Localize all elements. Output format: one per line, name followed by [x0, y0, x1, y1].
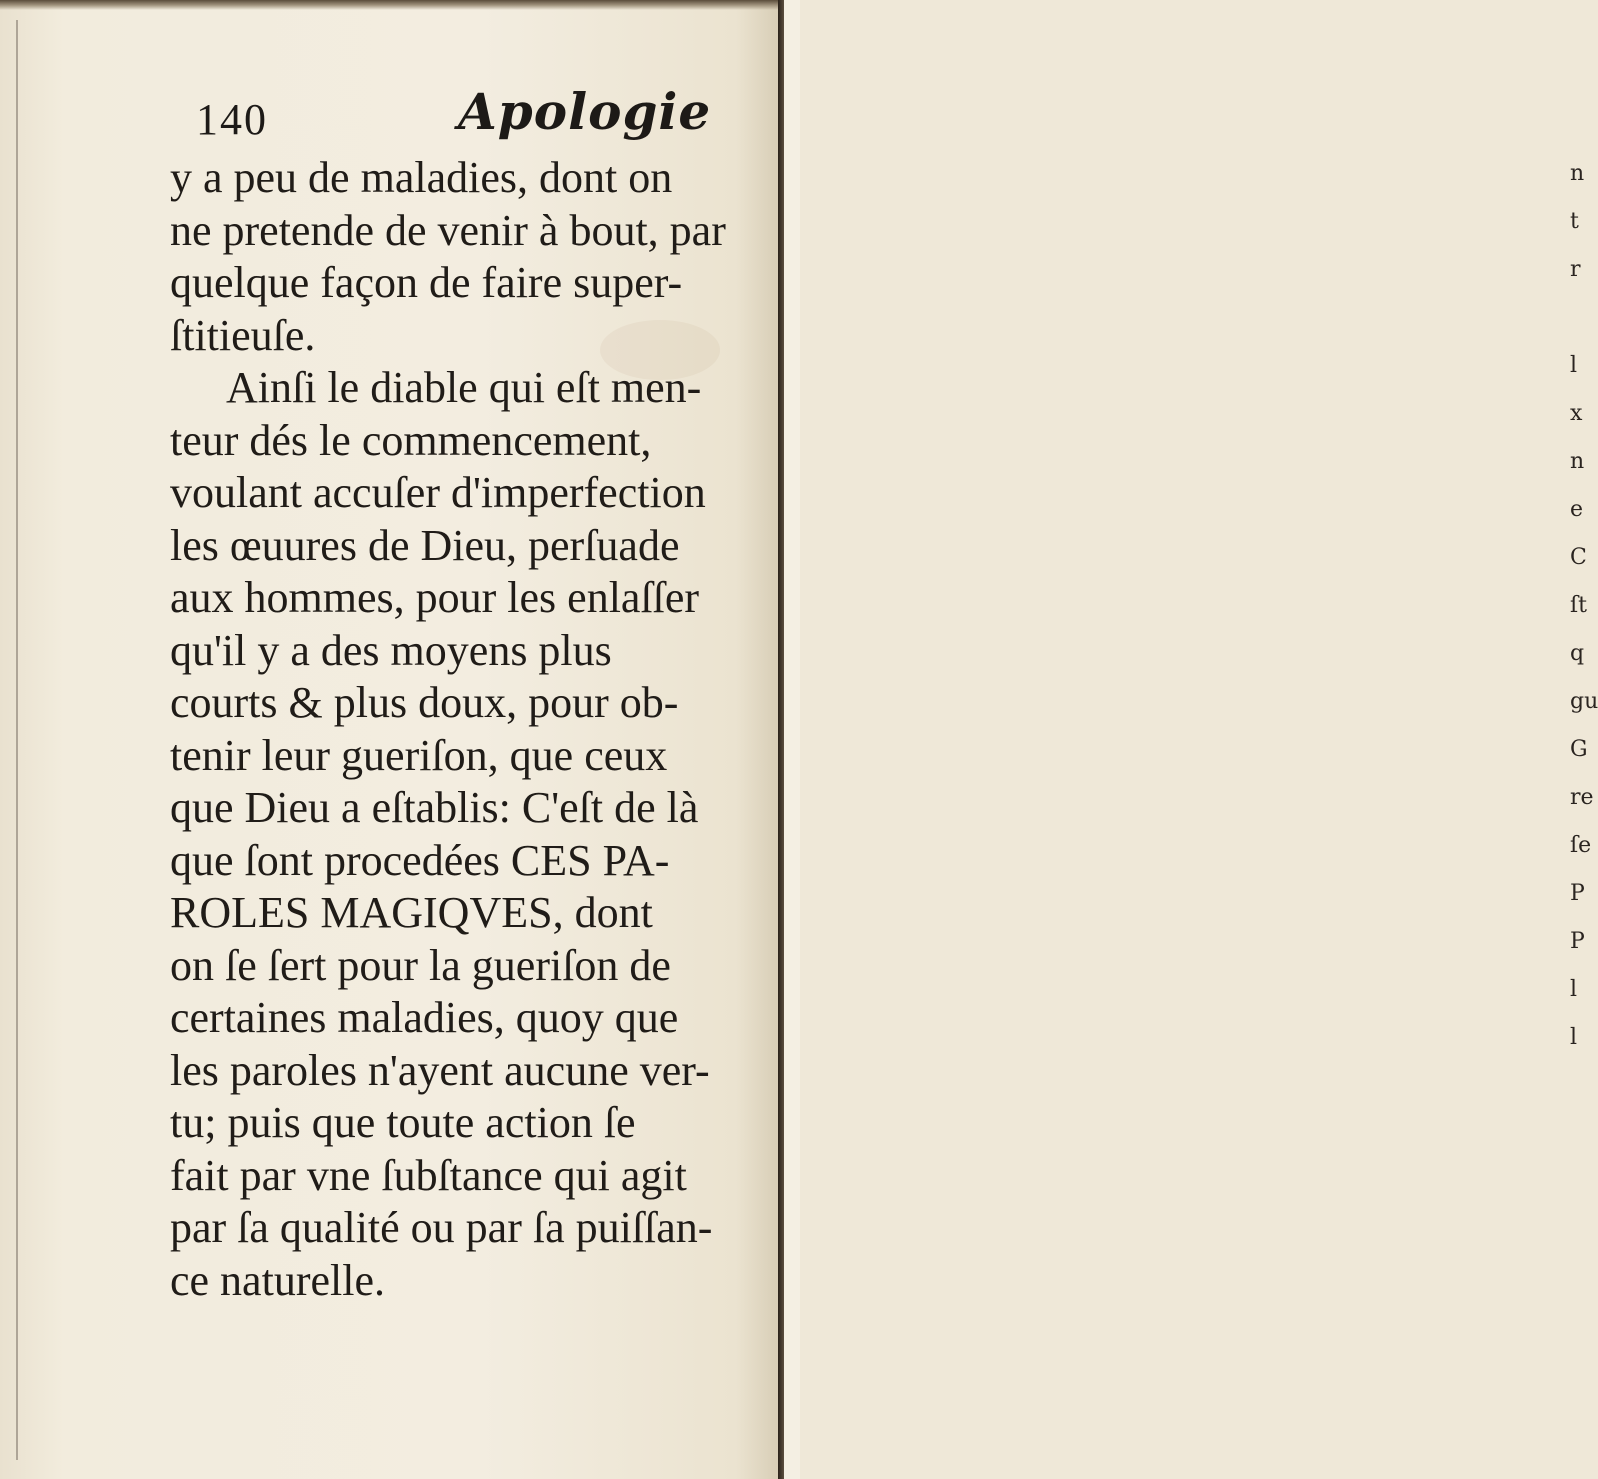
body-text [170, 152, 780, 1307]
text-line: courts & plus doux, pour ob- [170, 678, 679, 727]
text-line: y a peu de maladies, dont on [170, 153, 673, 202]
text-line: qu'il y a des moyens plus [170, 625, 612, 675]
text-line: par ſa qualité ou par ſa puiſſan- [170, 1203, 713, 1252]
running-head [196, 82, 756, 162]
text-line: tenir leur gueriſon, que ceux [170, 730, 668, 780]
text-line: aux hommes, pour les enlaſſer [170, 573, 700, 622]
running-title: Apologie [458, 82, 712, 141]
text-line: les œuures de Dieu, perſuade [170, 520, 680, 570]
text-line: que Dieu a eſtablis: C'eſt de là [170, 783, 699, 832]
page-left-border [16, 20, 18, 1460]
text-line: Ainſi le diable qui eſt men- [226, 363, 702, 412]
text-line: voulant accuſer d'imperfection [170, 468, 706, 517]
text-line: fait par vne ſubſtance qui agit [170, 1150, 687, 1200]
text-line: certaines maladies, quoy que [170, 993, 679, 1042]
page-top-edge [0, 0, 800, 10]
text-line: ROLES MAGIQVES, dont [170, 888, 653, 937]
text-line: ſtitieuſe. [170, 310, 316, 360]
adjacent-page-edge [784, 0, 1598, 1479]
adjacent-page-letters: n t r l x n e C ſt q gu G re ſe P P l l [1570, 161, 1598, 1050]
text-line: les paroles n'ayent aucune ver- [170, 1045, 710, 1095]
text-line: quelque façon de faire super- [170, 258, 683, 307]
text-line: ce naturelle. [170, 1255, 385, 1305]
text-line: on ſe ſert pour la gueriſon de [170, 940, 671, 990]
text-line: ne pretende de venir à bout, par [170, 205, 726, 255]
page-number: 140 [196, 95, 268, 144]
text-line: que ſont procedées CES PA- [170, 835, 670, 885]
text-line: teur dés le commencement, [170, 415, 652, 465]
text-line: tu; puis que toute action ſe [170, 1098, 636, 1147]
